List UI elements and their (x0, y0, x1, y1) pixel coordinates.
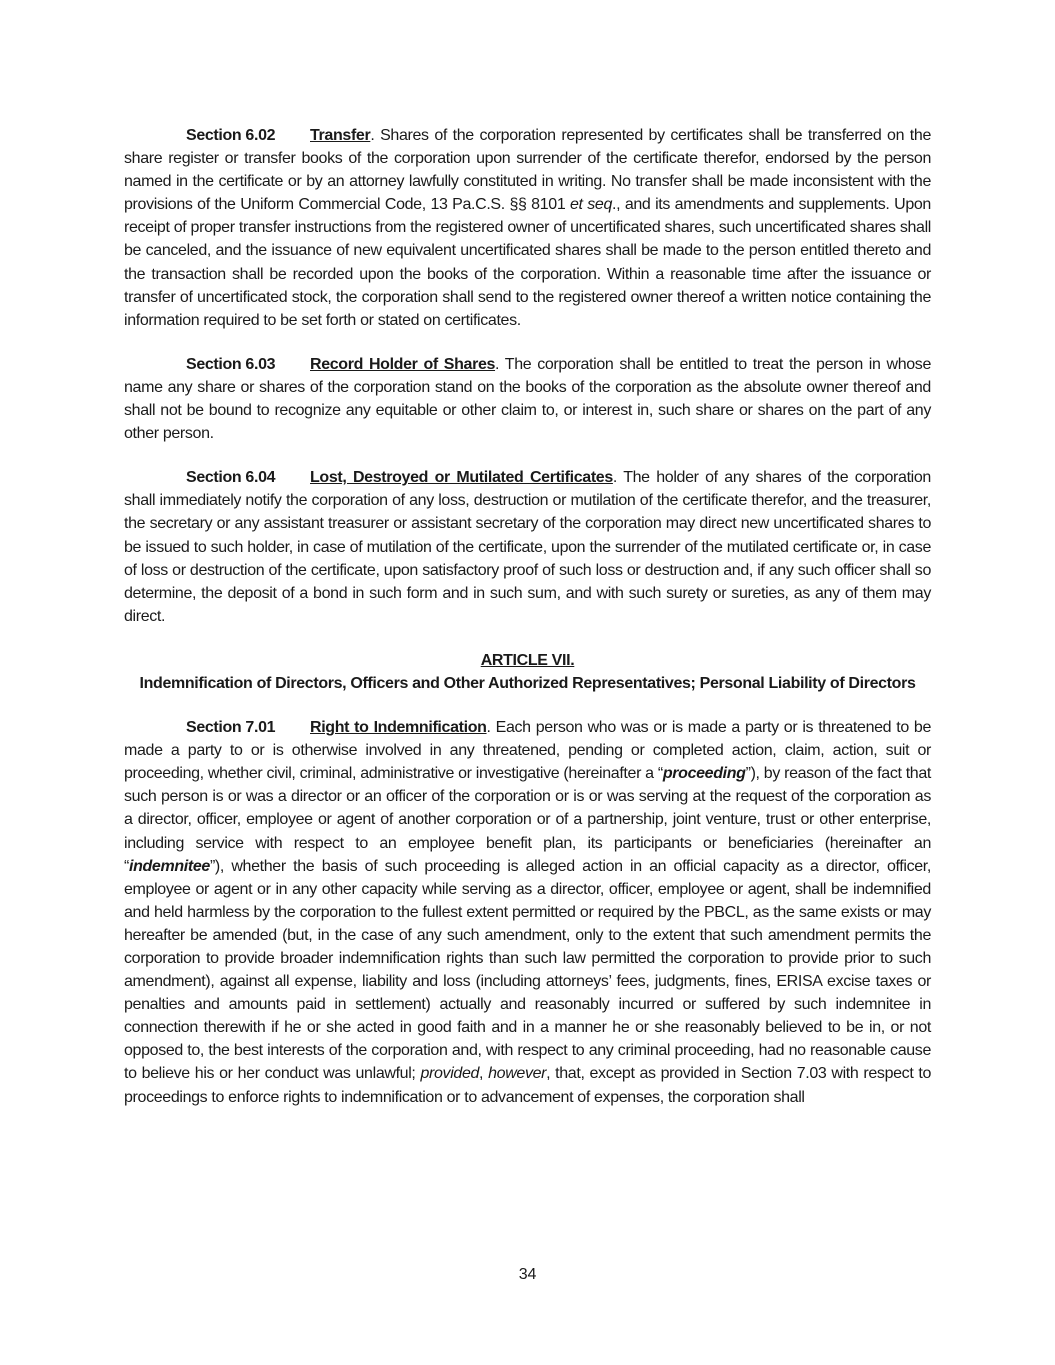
section-text: . Each person who was or is made a party or is threatened to be made a party to or is otherwise involved in any threatened, pending or completed action, claim, action, suit or proceeding, whether civil, criminal, administrative or investigative (hereinafter a “ (124, 719, 931, 783)
italic-text: provided (420, 1065, 480, 1083)
section-6-04 (124, 466, 931, 628)
defined-term-proceeding: proceeding (662, 765, 746, 783)
section-6-02 (124, 124, 931, 332)
section-number: Section 7.01 (186, 719, 276, 737)
section-number: Section 6.02 (186, 127, 276, 144)
section-text: . The corporation shall be entitled to treat the person in whose name any share or shares of the corporation stand on the books of the corporation as the absolute owner thereof and shall not be bound to recognize any equitable or other claim to, or interest in, such share or shares on the part of any other person. (124, 355, 931, 443)
defined-term-indemnitee: indemnitee (128, 857, 210, 875)
italic-text: however (488, 1065, 547, 1083)
section-title: Record Holder of Shares (310, 355, 496, 373)
section-number: Section 6.03 (186, 355, 276, 373)
italic-text: et seq (570, 196, 613, 214)
page-number: 34 (518, 1266, 537, 1283)
section-text: , (479, 1065, 489, 1083)
section-text: , that, except as provided in Section 7.03 with respect to proceedings to enforce rights to indemnification or to advancement of expenses, the corporation shall (124, 1065, 932, 1106)
section-7-01 (124, 716, 931, 1109)
section-title: Transfer (310, 127, 371, 144)
section-text: . The holder of any shares of the corporation shall immediately notify the corporation of any loss, destruction or mutilation of the certificate therefor, and the treasurer, the secretary or any assistant treasurer or assistant secretary of the corporation may direct new uncertificated shares to be issued to such holder, in case of mutilation of the certificate, upon the surrender of the mutilated certificate or, in case of loss or destruction of the certificate, upon satisfactory proof of such loss or destruction and, if any such officer shall so determine, the deposit of a bond in such form and in such sum, and with such surety or sureties, as any of them may direct. (124, 469, 931, 625)
section-text: . Shares of the corporation represented by certificates shall be transferred on the share register or transfer books of the corporation upon surrender of the certificate therefor, endorsed by the person named in the certificate or by an attorney lawfully constituted in writing. No transfer shall be made inconsistent with the provisions of the Uniform Commercial Code, 13 Pa.C.S. §§ 8101 (124, 127, 931, 214)
section-6-03 (124, 353, 931, 445)
article-title: Indemnification of Directors, Officers and Other Authorized Representatives; Personal Liability of Directors (139, 674, 916, 692)
section-title: Right to Indemnification (310, 719, 487, 737)
article-heading (124, 649, 931, 695)
section-number: Section 6.04 (186, 469, 276, 487)
section-text: ”), whether the basis of such proceeding is alleged action in an official capacity as a director, officer, employee or agent or in any other capacity while serving as a director, officer, employee or agent, shall be indemnified and held harmless by the corporation to the fullest extent permitted or required by the PBCL, as the same exists or may hereafter be amended (but, in the case of any such amendment, only to the extent that such amendment permits the corporation to provide broader indemnification rights than such law permitted the corporation to provide prior to such amendment), against all expense, liability and loss (including attorneys’ fees, judgments, fines, ERISA excise taxes or penalties and amounts paid in settlement) actually and reasonably incurred or suffered by such indemnitee in connection therewith if he or she acted in good faith and in a manner he or she reasonably believed to be in, or not opposed to, the best interests of the corporation and, with respect to any criminal proceeding, had no reasonable cause to believe his or her conduct was unlawful; (124, 857, 931, 1083)
document-page (124, 124, 931, 1130)
section-title: Lost, Destroyed or Mutilated Certificates (310, 469, 613, 487)
article-number: ARTICLE VII. (480, 651, 575, 669)
section-text: ., and its amendments and supplements. Upon receipt of proper transfer instructions from the registered owner of uncertificated shares, such uncertificated shares shall be canceled, and the issuance of new equivalent uncertificated shares shall be made to the person entitled thereto and the transaction shall be recorded upon the books of the corporation. Within a reasonable time after the issuance or transfer of uncertificated stock, the corporation shall send to the registered owner thereof a written notice containing the information required to be set forth or stated on certificates. (124, 196, 931, 329)
section-text: ”), by reason of the fact that such person is or was a director or an officer of the corporation or is or was serving at the request of the corporation as a director, officer, employee or agent of another corporation or of a partnership, joint venture, trust or other enterprise, including service with respect to an employee benefit plan, its participants or beneficiaries (hereinafter an “ (124, 765, 931, 875)
